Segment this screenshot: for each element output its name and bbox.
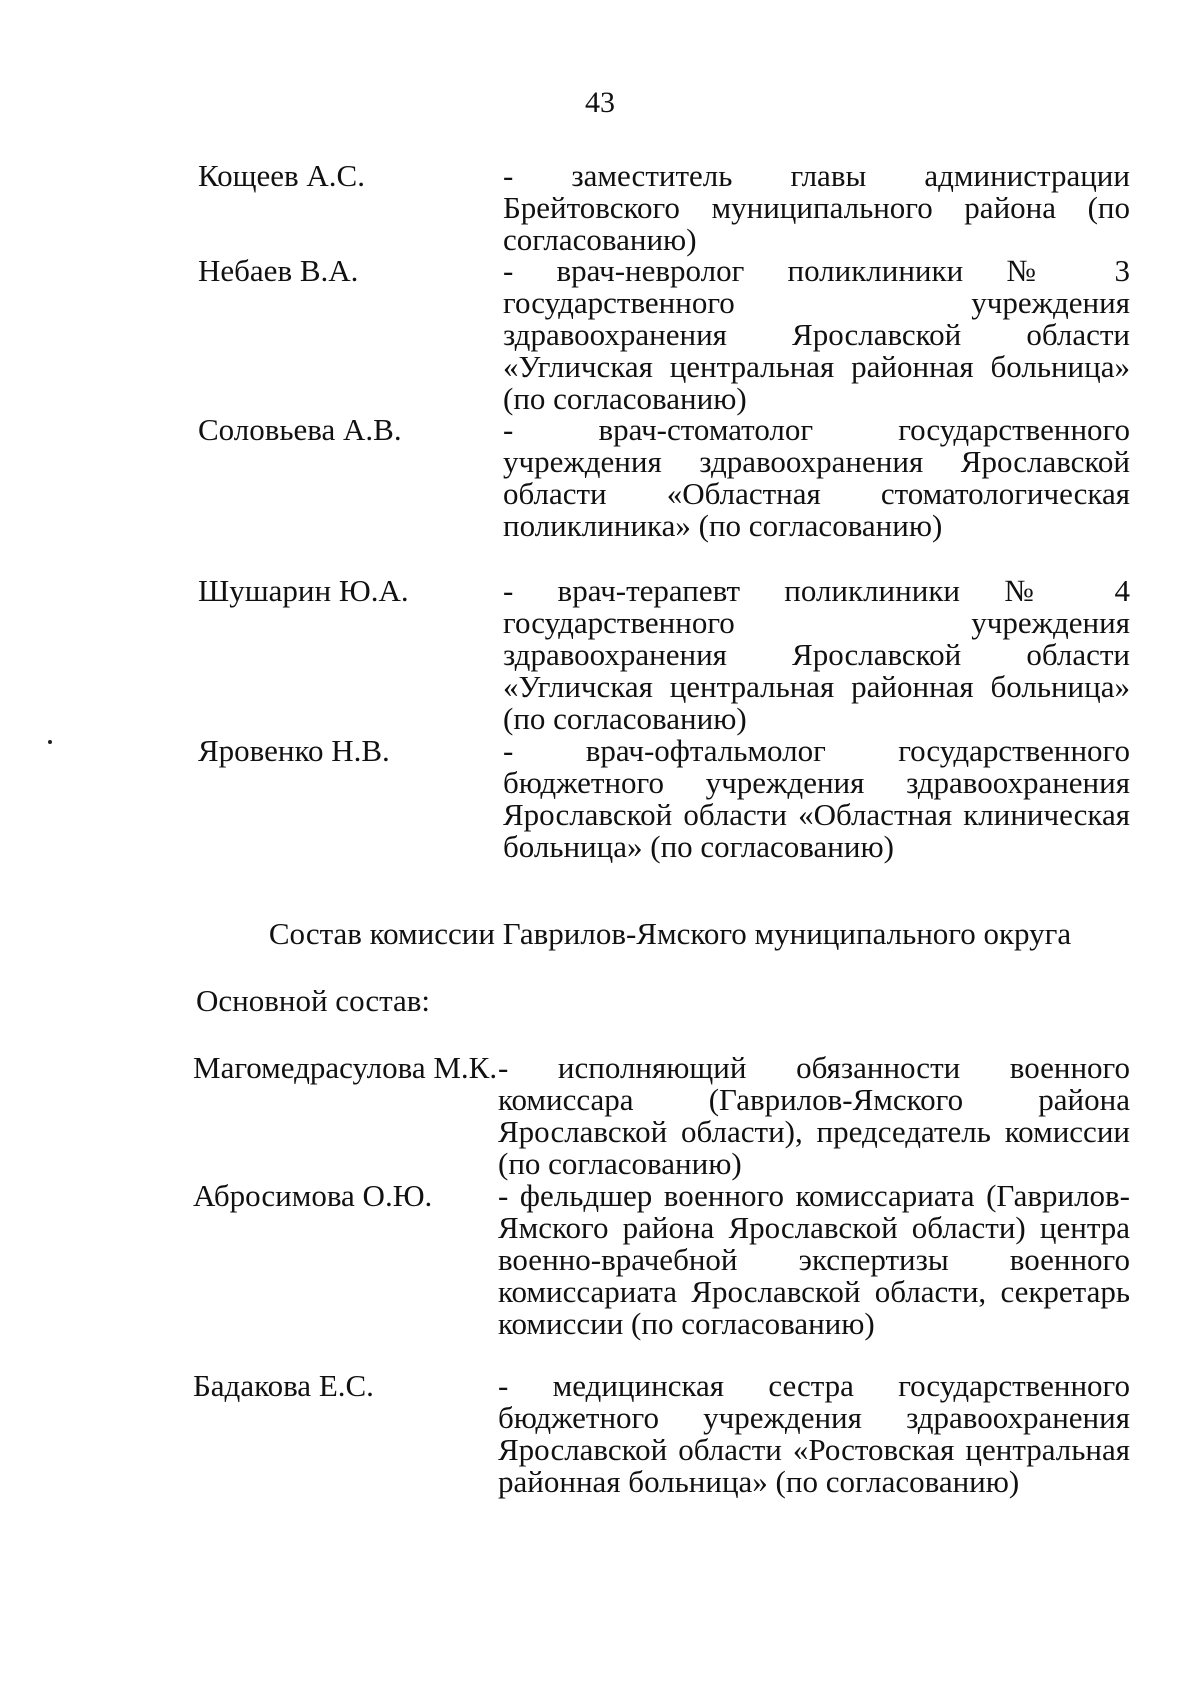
member-role: - врач-офтальмолог государственного бюджетного учреждения здравоохранения Ярославской области «Областная клиническая больница» (по согласованию): [503, 733, 1130, 864]
member-name: Небаев В.А.: [198, 253, 359, 288]
page-number: 43: [585, 86, 615, 119]
member-name: Магомедрасулова М.К.: [193, 1050, 498, 1085]
member-name: Яровенко Н.В.: [198, 733, 390, 768]
member-role: - фельдшер военного комиссариата (Гаврилов-Ямского района Ярославской области) центра военно-врачебной экспертизы военного комиссариата Ярославской области, секретарь комиссии (по согласованию): [498, 1178, 1130, 1341]
member-role: - медицинская сестра государственного бюджетного учреждения здравоохранения Ярославской области «Ростовская центральная районная больница» (по согласованию): [498, 1368, 1130, 1499]
member-role: - врач-невролог поликлиники № 3 государственного учреждения здравоохранения Ярославской области «Угличская центральная районная больница» (по согласованию): [503, 253, 1130, 416]
member-name: Абросимова О.Ю.: [193, 1178, 433, 1213]
section-title-text: Состав комиссии Гаврилов-Ямского муниципального округа: [268, 916, 1072, 951]
subheading: Основной состав:: [196, 983, 431, 1018]
member-role: - исполняющий обязанности военного комиссара (Гаврилов-Ямского района Ярославской области), председатель комиссии (по согласованию): [498, 1050, 1130, 1181]
scan-speck: [48, 740, 52, 744]
member-name: Шушарин Ю.А.: [198, 573, 409, 608]
member-role: - заместитель главы администрации Брейтовского муниципального района (по согласованию): [503, 158, 1130, 257]
member-name: Кощеев А.С.: [198, 158, 365, 193]
member-name: Соловьева А.В.: [198, 412, 402, 447]
member-role: - врач-терапевт поликлиники № 4 государственного учреждения здравоохранения Ярославской области «Угличская центральная районная больница» (по согласованию): [503, 573, 1130, 736]
member-name: Бадакова Е.С.: [193, 1368, 374, 1403]
member-role: - врач-стоматолог государственного учреждения здравоохранения Ярославской области «Областная стоматологическая поликлиника» (по согласованию): [503, 412, 1130, 543]
section-title: [0, 918, 1200, 950]
